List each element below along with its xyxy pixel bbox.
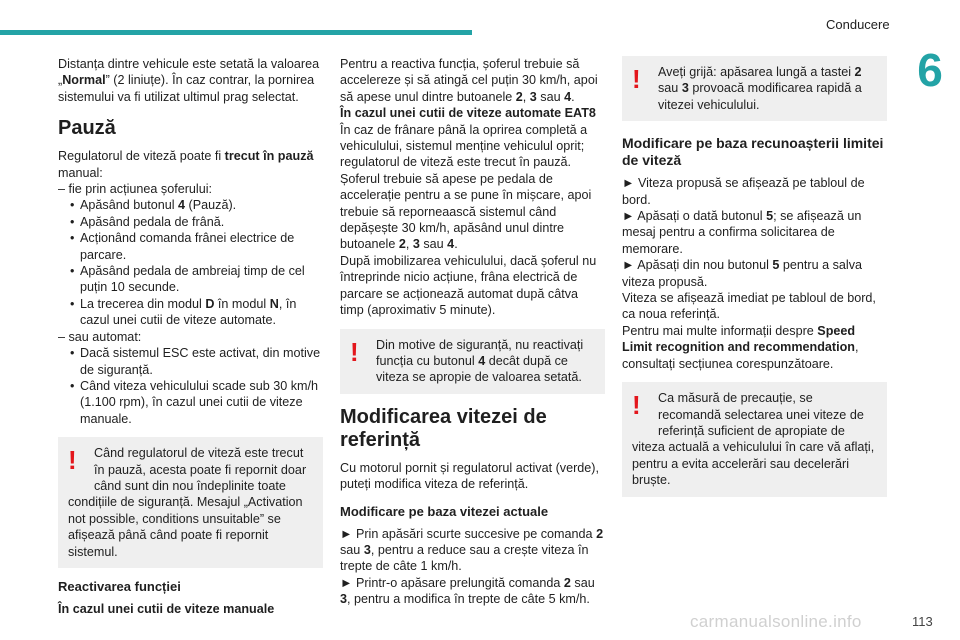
warning-note-text: Ca măsură de precauție, se recomandă selectarea unei viteze de referință suficient de apropiate de viteza actuală a vehiculului în care vă aflați, pentru a evita accelerări sau decelerări bruște. (632, 391, 875, 488)
watermark: carmanualsonline.info (690, 612, 862, 631)
warning-note (340, 329, 605, 394)
section-title: Conducere (826, 17, 890, 32)
current-speed-item: ► Prin apăsări scurte succesive pe comanda 2 sau 3, pentru a reduce sau a crește viteza în trepte de câte 1 km/h. (340, 526, 604, 574)
list-item: • Când viteza vehiculului scade sub 30 km/h (1.100 rpm), în cazul unei cutii de viteze manuale. (58, 378, 323, 427)
manual-gearbox-subheading: În cazul unei cutii de viteze manuale (58, 601, 275, 616)
pause-paragraph: Regulatorul de viteză poate fi trecut în pauză manual: (58, 149, 314, 180)
warning-note (622, 382, 887, 496)
modify-speed-paragraph: Cu motorul pornit și regulatorul activat (verde), puteți modifica viteza de referință. (340, 460, 599, 492)
intro-paragraph: Distanța dintre vehicule este setată la valoarea „Normal” (2 liniuțe). În caz contrar, la pornirea sistemului va fi utilizat ultimul prag selectat. (58, 57, 320, 104)
eat8-subheading: În cazul unei cutii de viteze automate EAT8 (340, 106, 596, 121)
list-item: • Apăsând pedala de frână. (58, 214, 323, 230)
automatic-list (58, 345, 323, 427)
recognition-paragraph: Viteza se afișează imediat pe tabloul de bord, ca noua referință. (622, 291, 876, 322)
pause-heading: Pauză (58, 117, 116, 140)
automatic-item: – sau automat: (58, 329, 142, 344)
driver-action-item: – fie prin acțiunea șoferului: (58, 182, 213, 197)
column-3 (622, 56, 887, 507)
modify-speed-heading: Modificarea vitezei de referință (340, 405, 547, 451)
warning-icon: ! (632, 390, 641, 421)
warning-note-text: Din motive de siguranță, nu reactivați funcția cu butonul 4 decât după ce viteza se apropie de valoarea setată. (376, 337, 584, 385)
header-accent-bar (0, 30, 472, 35)
page-number: 113 (912, 614, 933, 629)
warning-icon: ! (68, 445, 77, 476)
immobilization-paragraph: După imobilizarea vehiculului, dacă șoferul nu întreprinde nicio acțiune, frâna electrică de parcare se acționează automat după câtva timp (aproximativ 5 minute). (340, 253, 597, 318)
column-2 (340, 56, 605, 608)
eat8-paragraph: În caz de frânare până la oprirea completă a vehiculului, sistemul menține vehiculul oprit; regulatorul de viteză este trecut în pauză. Șoferul trebuie să apese pe pedala de accelerație pentru a se pune în mișcare, apoi trebuie să reporneaască sistemul când depășește 30 km/h, apăsând unul dintre butoanele 2, 3 sau 4. (340, 122, 592, 252)
chapter-number: 6 (917, 44, 943, 96)
warning-icon: ! (632, 64, 641, 94)
column-1 (58, 56, 323, 617)
recognition-item: ► Apăsați o dată butonul 5; se afișează un mesaj pentru a confirma solicitarea de memorare. (622, 209, 862, 256)
recognition-item: ► Viteza propusă se afișează pe tabloul de bord. (622, 176, 865, 207)
warning-icon: ! (350, 336, 359, 367)
list-item: • Dacă sistemul ESC este activat, din motive de siguranță. (58, 345, 323, 378)
recognition-item: ► Apăsați din nou butonul 5 pentru a salva viteza propusă. (622, 258, 863, 289)
list-item: • Acționând comanda frânei electrice de parcare. (58, 230, 323, 263)
warning-note (622, 56, 887, 121)
reactivation-heading: Reactivarea funcției (58, 578, 181, 594)
reactivate-paragraph: Pentru a reactiva funcția, șoferul trebuie să accelereze și să atingă cel puțin 30 km/h, apoi să apese unul dintre butoanele 2, 3 sau 4. (340, 57, 598, 104)
warning-note (58, 437, 323, 568)
speed-limit-recognition-heading: Modificare pe baza recunoașterii limitei de viteză (622, 135, 884, 169)
current-speed-heading: Modificare pe baza vitezei actuale (340, 503, 549, 519)
list-item: • La trecerea din modul D în modul N, în cazul unei cutii de viteze automate. (58, 296, 323, 329)
more-info-paragraph: Pentru mai multe informații despre Speed Limit recognition and recommendation, consultați secțiunea corespunzătoare. (622, 323, 859, 371)
driver-action-list (58, 197, 323, 328)
list-item: • Apăsând butonul 4 (Pauză). (58, 197, 323, 213)
warning-note-text: Când regulatorul de viteză este trecut în pauză, acesta poate fi repornit doar când sunt din nou îndeplinite toate condițiile de siguranță. Mesajul „Activation not possible, conditions unsuitable” se afișează până când poate fi repornit sistemul. (68, 446, 307, 559)
current-speed-item: ► Printr-o apăsare prelungită comanda 2 sau 3, pentru a modifica în trepte de câte 5 km/h. (340, 575, 595, 607)
warning-note-text: Aveți grijă: apăsarea lungă a tastei 2 sau 3 provoacă modificarea rapidă a vitezei vehiculului. (658, 65, 862, 112)
list-item: • Apăsând pedala de ambreiaj timp de cel puțin 10 secunde. (58, 263, 323, 296)
